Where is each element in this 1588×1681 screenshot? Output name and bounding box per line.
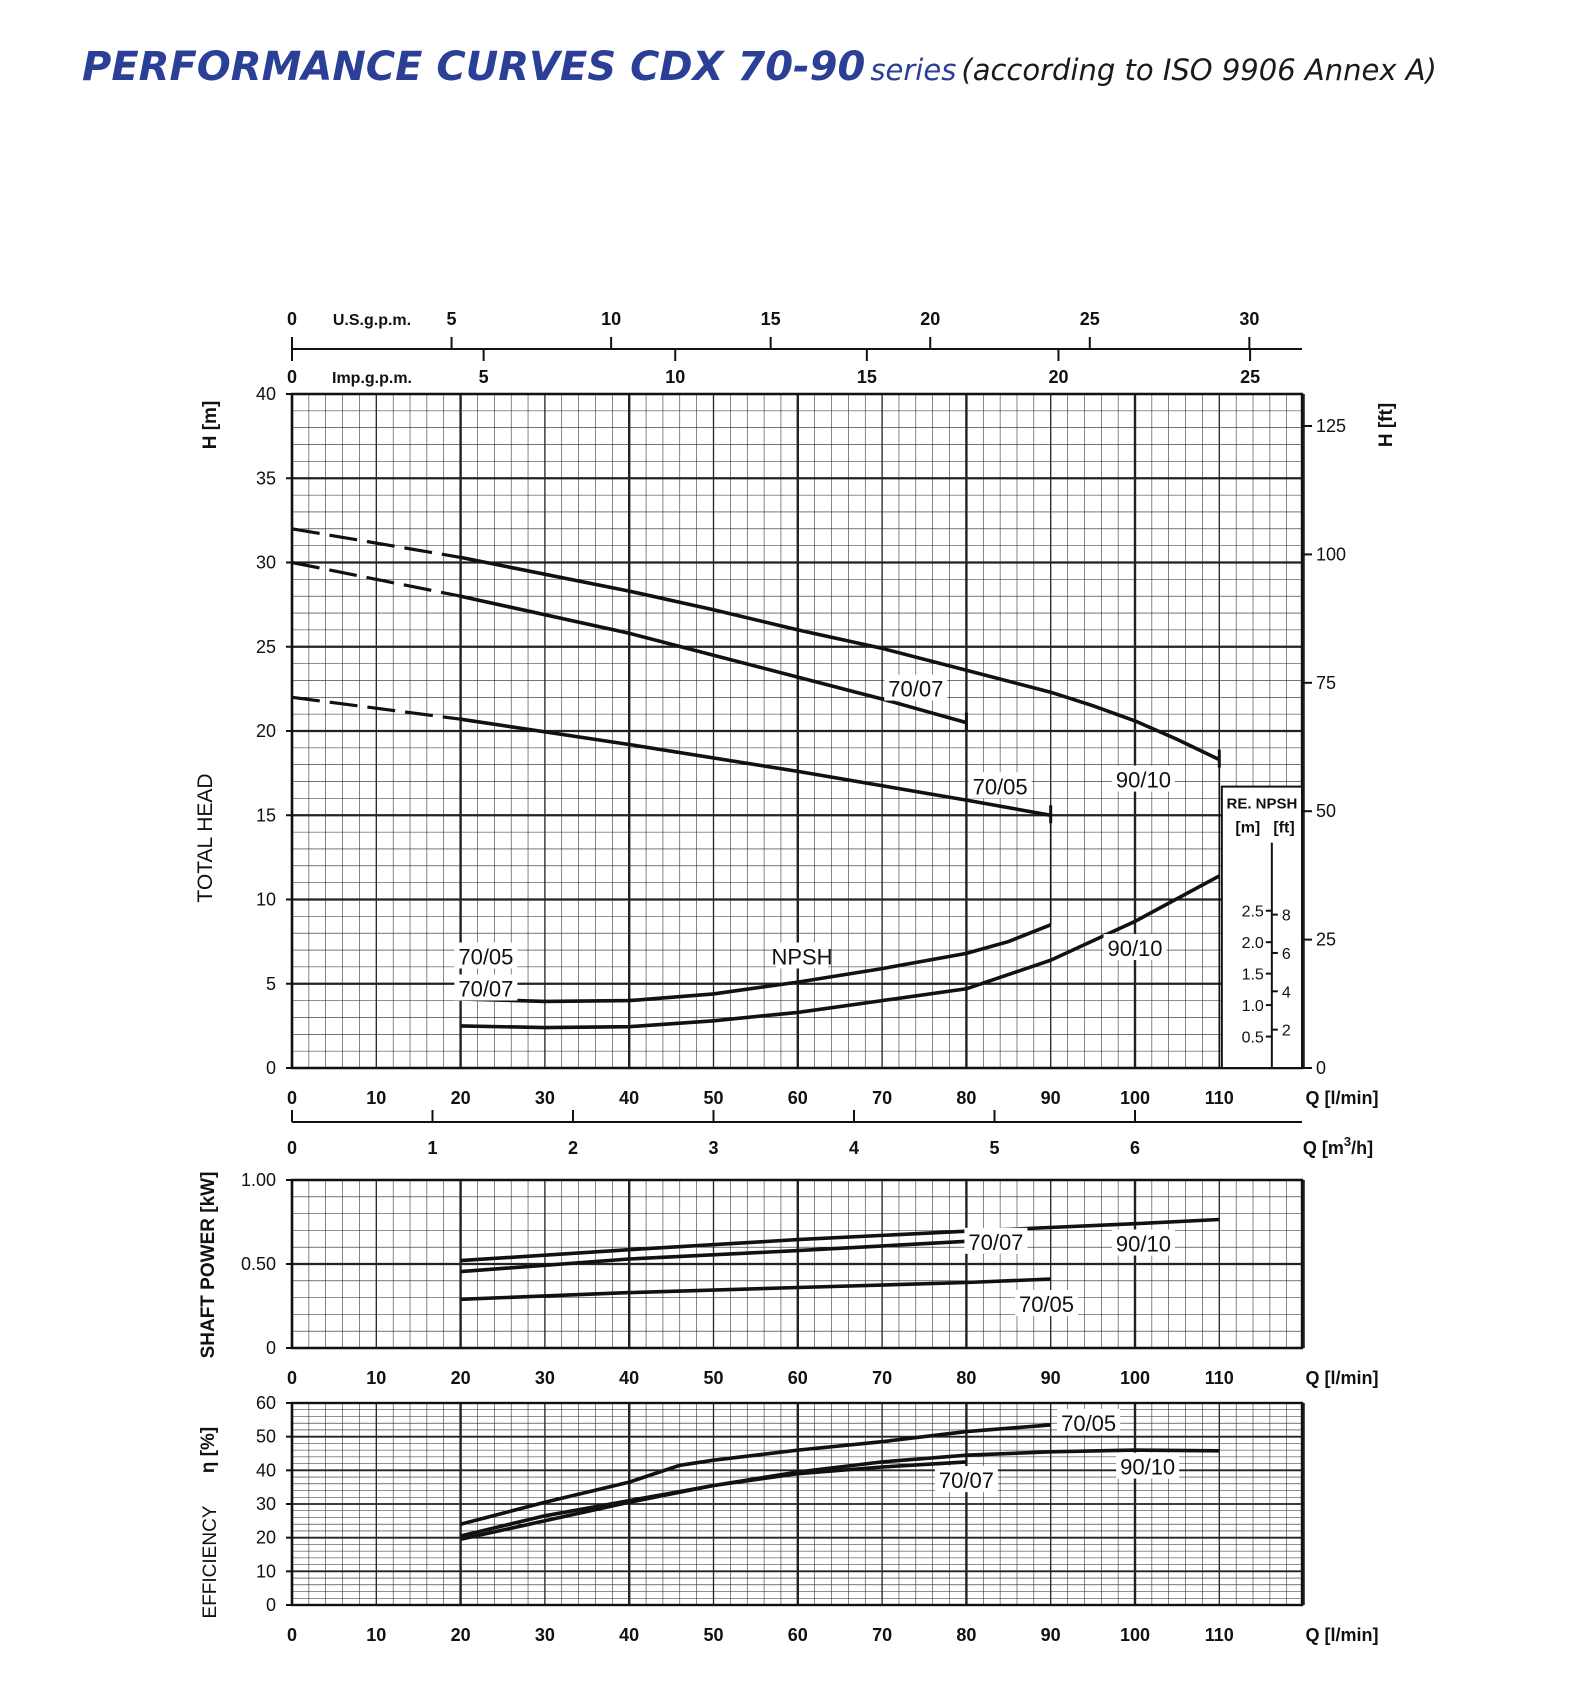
y-tick-label: 10 <box>255 1561 276 1582</box>
impgpm-label: Imp.g.p.m. <box>332 370 412 387</box>
y-tick-label: 50 <box>255 1426 276 1447</box>
x-tick-label: 110 <box>1204 1625 1234 1645</box>
m3h-tick-label: 5 <box>989 1138 1000 1158</box>
y-tick-label: 60 <box>255 1393 276 1413</box>
power-y-axis-title: SHAFT POWER [kW] <box>198 1171 219 1359</box>
x-tick-label: 0 <box>286 1625 298 1645</box>
x-tick-label: 100 <box>1119 1625 1151 1645</box>
impgpm-tick-label: 20 <box>1048 367 1069 387</box>
x-tick-label: 30 <box>534 1368 555 1388</box>
x-tick-label: 40 <box>619 1088 640 1108</box>
usgpm-tick-label: 25 <box>1079 309 1100 329</box>
npsh-m-tick-label: 1.0 <box>1241 998 1264 1016</box>
npsh-unit-ft: [ft] <box>1273 819 1295 837</box>
x-tick-label: 20 <box>450 1088 471 1108</box>
usgpm-tick-label: 15 <box>760 309 781 329</box>
x-tick-label: 70 <box>872 1368 893 1388</box>
x-tick-label: 40 <box>619 1368 640 1388</box>
x-tick-label: 0 <box>286 1368 298 1388</box>
x-tick-label: 80 <box>956 1368 977 1388</box>
x-tick-label: 80 <box>956 1088 977 1108</box>
y-tick-label: 0 <box>265 1595 276 1615</box>
power-curve-label: 70/05 <box>1018 1292 1075 1317</box>
efficiency-curve-label: 70/07 <box>938 1468 994 1494</box>
title-note: (according to ISO 9906 Annex A) <box>961 53 1437 87</box>
x-tick-label: 70 <box>872 1088 893 1108</box>
x-tick-label: 10 <box>366 1088 387 1108</box>
x-tick-label: 90 <box>1040 1625 1061 1645</box>
head-curve-label: 70/05 <box>972 774 1028 800</box>
y-tick-label: 0 <box>265 1058 276 1078</box>
x-tick-label: 50 <box>703 1368 724 1388</box>
m3h-tick-label: 4 <box>848 1138 860 1158</box>
x-tick-label: 50 <box>703 1088 724 1108</box>
m3h-tick-label: 2 <box>567 1138 579 1158</box>
npsh-ft-tick-label: 4 <box>1281 984 1291 1002</box>
x-axis-label: Q [l/min] <box>1305 1088 1379 1108</box>
x-tick-label: 20 <box>450 1368 471 1388</box>
npsh-unit-m: [m] <box>1235 819 1261 837</box>
x-tick-label: 70 <box>872 1625 893 1645</box>
y-tick-label: 30 <box>255 1494 276 1514</box>
y2-tick-label: 75 <box>1316 672 1337 693</box>
npsh-box-title: RE. NPSH <box>1226 795 1298 813</box>
power-curve-label: 90/10 <box>1115 1231 1171 1257</box>
head-curve-label: 70/07 <box>458 976 514 1002</box>
x-tick-label: 80 <box>956 1625 977 1645</box>
npsh-m-tick-label: 1.5 <box>1241 966 1264 984</box>
x-tick-label: 30 <box>534 1088 555 1108</box>
efficiency-curve-90-10 <box>461 1450 1220 1536</box>
y-tick-label: 40 <box>255 1460 276 1481</box>
y-tick-label: 1.00 <box>240 1170 276 1190</box>
x-tick-label: 110 <box>1204 1088 1234 1108</box>
y-tick-label: 0 <box>265 1338 276 1358</box>
head-curve-label: NPSH <box>771 944 833 970</box>
x-axis-label: Q [l/min] <box>1305 1625 1379 1645</box>
x-tick-label: 90 <box>1040 1088 1061 1108</box>
x-tick-label: 30 <box>534 1625 555 1645</box>
m3h-tick-label: 0 <box>286 1138 298 1158</box>
efficiency-y-axis-unit: η [%] <box>198 1426 219 1474</box>
npsh-ft-tick-label: 8 <box>1281 907 1291 925</box>
y2-tick-label: 25 <box>1316 929 1337 950</box>
y-tick-label: 20 <box>255 1527 276 1548</box>
title-series: series <box>870 53 957 87</box>
m3h-tick-label: 1 <box>427 1138 438 1158</box>
npsh-m-tick-label: 2.0 <box>1241 935 1264 953</box>
y2-tick-label: 100 <box>1316 544 1347 565</box>
x-axis-label: Q [l/min] <box>1305 1368 1379 1388</box>
y-tick-label: 25 <box>255 636 276 657</box>
x-tick-label: 60 <box>787 1625 808 1645</box>
x-tick-label: 0 <box>286 1088 298 1108</box>
y-tick-label: 5 <box>265 973 276 994</box>
y-tick-label: 15 <box>255 805 276 826</box>
y-tick-label: 35 <box>255 468 276 489</box>
impgpm-tick-label: 5 <box>478 367 489 387</box>
x-tick-label: 10 <box>366 1625 387 1645</box>
x-tick-label: 40 <box>619 1625 640 1645</box>
power-curve-70-05 <box>461 1279 1051 1299</box>
usgpm-tick-label: 5 <box>446 309 457 329</box>
npsh-ft-tick-label: 2 <box>1281 1022 1291 1040</box>
x-tick-label: 20 <box>450 1625 471 1645</box>
x-tick-label: 100 <box>1119 1088 1151 1108</box>
y-tick-label: 20 <box>255 721 276 741</box>
usgpm-tick-label: 10 <box>601 309 622 329</box>
x-tick-label: 60 <box>787 1368 808 1388</box>
impgpm-tick-label: 0 <box>286 367 298 387</box>
y-axis-unit: H [m] <box>200 400 221 450</box>
usgpm-label: U.S.g.p.m. <box>332 312 412 329</box>
head-curve-label: 70/05 <box>458 944 514 970</box>
power-curve-90-10 <box>461 1220 1220 1261</box>
y2-axis-unit: H [ft] <box>1376 402 1397 448</box>
y2-tick-label: 50 <box>1316 801 1337 822</box>
npsh-ft-tick-label: 6 <box>1281 945 1291 963</box>
head-curve-label: 90/10 <box>1107 936 1163 962</box>
usgpm-tick-label: 30 <box>1239 309 1260 329</box>
m3h-tick-label: 6 <box>1129 1138 1141 1158</box>
y-axis-title: TOTAL HEAD <box>194 773 217 903</box>
efficiency-curve-label: 90/10 <box>1120 1454 1176 1480</box>
m3h-tick-label: 3 <box>708 1138 719 1158</box>
head-curve-70-05 <box>461 719 1051 815</box>
title-main: PERFORMANCE CURVES CDX 70-90 <box>82 44 866 90</box>
y2-tick-label: 0 <box>1316 1058 1327 1078</box>
impgpm-tick-label: 25 <box>1240 367 1261 387</box>
usgpm-tick-label: 20 <box>920 309 941 329</box>
y-tick-label: 0.50 <box>240 1254 276 1274</box>
x-tick-label: 100 <box>1119 1368 1151 1388</box>
npsh-m-tick-label: 2.5 <box>1241 903 1264 921</box>
efficiency-y-axis-title: EFFICIENCY <box>200 1505 221 1619</box>
impgpm-tick-label: 15 <box>856 367 877 387</box>
impgpm-tick-label: 10 <box>665 367 686 387</box>
efficiency-curve-label: 70/05 <box>1061 1410 1117 1436</box>
x-tick-label: 90 <box>1040 1368 1061 1388</box>
head-curve-label: 70/07 <box>888 676 944 702</box>
x-tick-label: 110 <box>1204 1368 1234 1388</box>
y-tick-label: 30 <box>255 552 276 573</box>
power-curve-label: 70/07 <box>968 1229 1024 1255</box>
npsh-m-tick-label: 0.5 <box>1241 1029 1264 1047</box>
head-curve-90-10 <box>461 557 1220 759</box>
m3h-axis-label: Q $[m^3/h]$ <box>1302 1134 1374 1158</box>
head-curve-label: 90/10 <box>1115 767 1171 793</box>
x-tick-label: 10 <box>366 1368 387 1388</box>
usgpm-tick-label: 0 <box>286 309 298 329</box>
x-tick-label: 60 <box>787 1088 808 1108</box>
y-tick-label: 40 <box>255 384 276 404</box>
x-tick-label: 50 <box>703 1625 724 1645</box>
y-tick-label: 10 <box>255 889 276 910</box>
y2-tick-label: 125 <box>1316 416 1347 437</box>
